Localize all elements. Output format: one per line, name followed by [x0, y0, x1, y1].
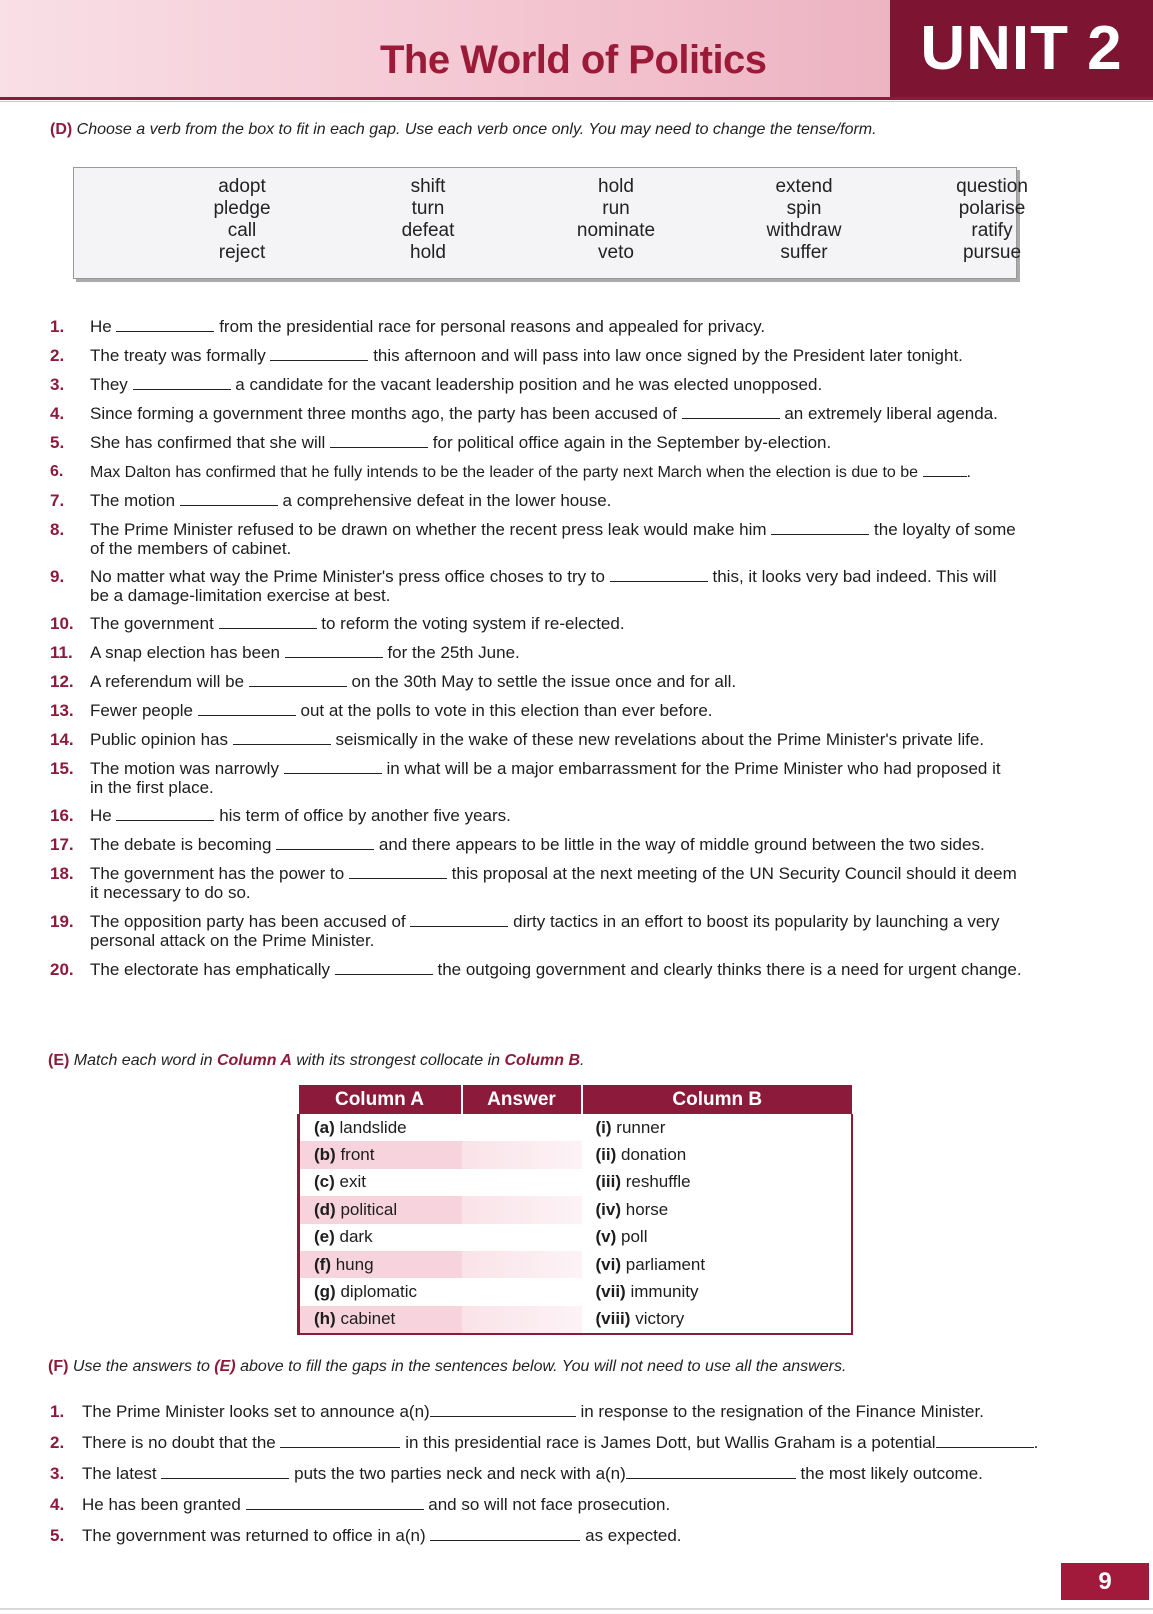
item-word: diplomatic — [340, 1282, 417, 1302]
footer-divider — [0, 1608, 1153, 1610]
item-label: (c) — [314, 1172, 335, 1192]
question-item — [50, 433, 1110, 452]
item-word: dark — [339, 1227, 373, 1247]
item-word: horse — [625, 1199, 669, 1219]
question-text: The motion was narrowly — [90, 759, 279, 778]
question-text: a comprehensive defeat in the lower house. — [282, 491, 612, 510]
column-a-cell — [299, 1141, 462, 1168]
question-text: the most likely outcome. — [800, 1464, 983, 1483]
question-item — [50, 672, 1110, 691]
verb-word: pursue — [962, 242, 1022, 263]
question-item — [50, 701, 1110, 720]
question-number: 3. — [50, 375, 65, 394]
item-label: (vii) — [595, 1282, 626, 1302]
column-b-cell — [582, 1224, 853, 1251]
question-text: The government was returned to office in a(n) — [82, 1526, 426, 1545]
section-f-question — [50, 1402, 1110, 1421]
answer-blank[interactable] — [133, 375, 231, 390]
question-text: There is no doubt that the — [82, 1433, 276, 1452]
item-label: (iii) — [595, 1172, 621, 1192]
column-b-header: Column B — [582, 1085, 853, 1114]
section-f-question — [50, 1433, 1110, 1452]
section-e-letter: (E) — [48, 1052, 70, 1069]
column-a-cell — [299, 1306, 462, 1334]
section-f-question — [50, 1464, 1110, 1483]
question-number: 6. — [50, 463, 64, 480]
table-row — [299, 1224, 853, 1251]
section-e-instruction — [48, 1052, 584, 1070]
question-item — [50, 404, 1110, 423]
answer-blank[interactable] — [936, 1433, 1034, 1448]
question-text: Max Dalton has confirmed that he fully intends to be the leader of the party next March when the election is due to be — [90, 464, 919, 481]
section-f-text: above to fill the gaps in the sentences below. You will not need to use all the answers. — [240, 1358, 847, 1375]
question-item — [50, 462, 1110, 482]
section-e-text: . — [580, 1052, 585, 1069]
section-e-text: Match each word in — [73, 1052, 213, 1069]
column-a-cell — [299, 1251, 462, 1278]
question-text: a candidate for the vacant leadership position and he was elected unopposed. — [235, 375, 823, 394]
question-text: No matter what way the Prime Minister's press office choses to try to — [90, 567, 606, 586]
answer-cell[interactable] — [462, 1278, 582, 1305]
question-text: seismically in the wake of these new revelations about the Prime Minister's private life. — [335, 730, 985, 749]
answer-cell[interactable] — [462, 1169, 582, 1196]
answer-blank[interactable] — [430, 1526, 580, 1541]
question-text: the loyalty of some — [874, 520, 1016, 539]
answer-blank[interactable] — [626, 1464, 796, 1479]
column-a-cell — [299, 1196, 462, 1223]
question-text: The opposition party has been accused of — [90, 912, 406, 931]
answer-blank[interactable] — [276, 835, 374, 850]
item-word: runner — [616, 1117, 666, 1137]
section-e-reference: (E) — [214, 1358, 236, 1375]
question-number: 8. — [50, 520, 65, 539]
question-text: . — [966, 464, 971, 481]
verb-column-2 — [338, 176, 518, 264]
question-number: 1. — [50, 317, 65, 336]
table-row — [299, 1196, 853, 1223]
question-number: 1. — [50, 1402, 65, 1421]
question-text: The debate is becoming — [90, 835, 272, 854]
column-a-header: Column A — [299, 1085, 462, 1114]
question-number: 17. — [50, 835, 74, 854]
answer-blank[interactable] — [249, 672, 347, 687]
item-label: (d) — [314, 1199, 336, 1219]
verb-word: shift — [410, 176, 446, 197]
question-number: 11. — [50, 643, 73, 662]
answer-blank[interactable] — [233, 730, 331, 745]
question-text: He — [90, 317, 112, 336]
verb-box — [73, 167, 1028, 279]
question-text: in the first place. — [90, 778, 214, 797]
item-word: donation — [621, 1145, 687, 1165]
verb-column-4 — [714, 176, 894, 264]
answer-blank[interactable] — [610, 567, 708, 582]
question-number: 3. — [50, 1464, 65, 1483]
question-text: an extremely liberal agenda. — [784, 404, 998, 423]
column-a-cell — [299, 1114, 462, 1141]
table-row — [299, 1306, 853, 1334]
question-text: on the 30th May to settle the issue once and for all. — [351, 672, 737, 691]
section-d-text: Choose a verb from the box to fit in each gap. Use each verb once only. You may need to change the tense/form. — [76, 121, 877, 138]
page-number: 9 — [1061, 1563, 1149, 1600]
question-number: 2. — [50, 346, 65, 365]
question-text: his term of office by another five years. — [219, 806, 511, 825]
question-text: Since forming a government three months ago, the party has been accused of — [90, 404, 677, 423]
item-word: immunity — [630, 1282, 699, 1302]
table-row — [299, 1141, 853, 1168]
answer-header: Answer — [462, 1085, 582, 1114]
answer-blank[interactable] — [219, 614, 317, 629]
verb-word: polarise — [958, 198, 1026, 219]
answer-blank[interactable] — [116, 317, 214, 332]
question-item — [50, 614, 1110, 633]
question-number: 16. — [50, 806, 74, 825]
verb-word: hold — [410, 242, 446, 263]
table-row — [299, 1251, 853, 1278]
question-number: 13. — [50, 701, 74, 720]
answer-cell[interactable] — [462, 1306, 582, 1334]
verb-word: adopt — [218, 176, 266, 197]
question-number: 14. — [50, 730, 74, 749]
question-item — [50, 317, 1110, 336]
question-text: and so will not face prosecution. — [428, 1495, 671, 1514]
question-text: Fewer people — [90, 701, 194, 720]
table-row — [299, 1278, 853, 1305]
question-number: 20. — [50, 960, 74, 979]
item-label: (v) — [595, 1227, 617, 1247]
header-divider — [0, 101, 1153, 102]
question-text: The treaty was formally — [90, 346, 266, 365]
answer-blank[interactable] — [180, 491, 278, 506]
question-item — [50, 730, 1110, 749]
verb-word: turn — [411, 198, 445, 219]
question-number: 18. — [50, 864, 74, 883]
item-label: (viii) — [595, 1309, 631, 1329]
verb-word: veto — [598, 242, 634, 263]
item-word: victory — [635, 1309, 685, 1329]
answer-blank[interactable] — [161, 1464, 289, 1479]
question-item — [50, 806, 1110, 825]
question-item — [50, 346, 1110, 365]
question-text: He has been granted — [82, 1495, 241, 1514]
question-number: 10. — [50, 614, 74, 633]
column-b-reference: Column B — [504, 1052, 581, 1069]
answer-blank[interactable] — [430, 1402, 576, 1417]
question-text: be a damage-limitation exercise at best. — [90, 586, 391, 605]
item-word: reshuffle — [625, 1172, 691, 1192]
answer-blank[interactable] — [410, 912, 508, 927]
answer-cell[interactable] — [462, 1196, 582, 1223]
page-header — [0, 0, 1153, 100]
item-label: (iv) — [595, 1199, 621, 1219]
verb-word: reject — [218, 242, 266, 263]
question-text: She has confirmed that she will — [90, 433, 326, 452]
question-number: 19. — [50, 912, 74, 931]
question-item — [50, 835, 1110, 854]
question-text: dirty tactics in an effort to boost its popularity by launching a very — [513, 912, 1000, 931]
column-a-reference: Column A — [216, 1052, 292, 1069]
table-header-row — [299, 1085, 853, 1114]
question-text: this afternoon and will pass into law once signed by the President later tonight. — [373, 346, 963, 365]
answer-cell[interactable] — [462, 1251, 582, 1278]
page-title: The World of Politics — [380, 38, 767, 82]
verb-word: defeat — [401, 220, 455, 241]
column-a-cell — [299, 1224, 462, 1251]
section-f-letter: (F) — [48, 1358, 69, 1375]
column-a-cell — [299, 1278, 462, 1305]
item-label: (e) — [314, 1227, 335, 1247]
question-number: 4. — [50, 1495, 65, 1514]
question-text: The Prime Minister refused to be drawn on whether the recent press leak would make him — [90, 520, 767, 539]
question-text: The motion — [90, 491, 176, 510]
item-label: (ii) — [595, 1145, 617, 1165]
item-label: (i) — [595, 1117, 612, 1137]
verb-word: hold — [598, 176, 634, 197]
answer-blank[interactable] — [116, 806, 214, 821]
question-number: 15. — [50, 759, 74, 778]
question-text: Public opinion has — [90, 730, 228, 749]
verb-word: nominate — [576, 220, 656, 241]
answer-blank[interactable] — [284, 759, 382, 774]
answer-blank[interactable] — [771, 520, 869, 535]
item-word: landslide — [339, 1117, 407, 1137]
section-f-text: Use the answers to — [72, 1358, 210, 1375]
verb-word: spin — [786, 198, 822, 219]
question-text: in response to the resignation of the Finance Minister. — [580, 1402, 984, 1421]
section-f-question — [50, 1495, 1110, 1514]
item-label: (a) — [314, 1117, 335, 1137]
unit-label: UNIT 2 — [890, 0, 1153, 97]
answer-blank[interactable] — [682, 404, 780, 419]
question-item — [50, 864, 1110, 902]
answer-blank[interactable] — [330, 433, 428, 448]
section-f-instruction — [48, 1358, 846, 1376]
column-b-cell — [582, 1278, 853, 1305]
verb-word: pledge — [213, 198, 271, 219]
item-word: exit — [339, 1172, 366, 1192]
question-text: puts the two parties neck and neck with a(n) — [294, 1464, 626, 1483]
question-text: A snap election has been — [90, 643, 280, 662]
question-number: 5. — [50, 1526, 65, 1545]
answer-cell[interactable] — [462, 1141, 582, 1168]
item-label: (b) — [314, 1145, 336, 1165]
answer-blank[interactable] — [198, 701, 296, 716]
column-b-cell — [582, 1169, 853, 1196]
question-text: personal attack on the Prime Minister. — [90, 931, 375, 950]
column-b-cell — [582, 1114, 853, 1141]
question-item — [50, 643, 1110, 662]
verb-column-3 — [526, 176, 706, 264]
table-row — [299, 1114, 853, 1141]
question-text: it necessary to do so. — [90, 883, 251, 902]
item-label: (vi) — [595, 1254, 621, 1274]
question-text: this, it looks very bad indeed. This will — [712, 567, 997, 586]
question-text: in this presidential race is James Dott, but Wallis Graham is a potential — [405, 1433, 936, 1452]
question-text: The latest — [82, 1464, 157, 1483]
question-text: out at the polls to vote in this election than ever before. — [300, 701, 713, 720]
verb-word: call — [227, 220, 257, 241]
section-e-text: with its strongest collocate in — [296, 1052, 501, 1069]
answer-blank[interactable] — [246, 1495, 424, 1510]
item-word: political — [340, 1199, 398, 1219]
answer-blank[interactable] — [270, 346, 368, 361]
question-item — [50, 759, 1110, 797]
answer-blank[interactable] — [280, 1433, 400, 1448]
answer-blank[interactable] — [923, 462, 967, 477]
question-text: A referendum will be — [90, 672, 245, 691]
item-label: (g) — [314, 1282, 336, 1302]
question-item — [50, 960, 1110, 979]
question-item — [50, 491, 1110, 510]
verb-word: question — [956, 176, 1028, 197]
item-word: parliament — [625, 1254, 706, 1274]
column-a-cell — [299, 1169, 462, 1196]
verb-word: run — [602, 198, 630, 219]
item-label: (f) — [314, 1254, 331, 1274]
verb-column-5 — [902, 176, 1082, 264]
item-word: cabinet — [340, 1309, 396, 1329]
question-text: He — [90, 806, 112, 825]
verb-word: extend — [775, 176, 833, 197]
answer-cell[interactable] — [462, 1114, 582, 1141]
section-d-instruction — [50, 121, 877, 139]
question-number: 7. — [50, 491, 65, 510]
item-label: (h) — [314, 1309, 336, 1329]
question-text: The Prime Minister looks set to announce a(n) — [82, 1402, 430, 1421]
column-b-cell — [582, 1251, 853, 1278]
question-number: 5. — [50, 433, 65, 452]
column-b-cell — [582, 1196, 853, 1223]
question-text: for political office again in the September by-election. — [432, 433, 832, 452]
question-number: 4. — [50, 404, 65, 423]
verb-word: ratify — [971, 220, 1013, 241]
question-text: to reform the voting system if re-elected. — [321, 614, 625, 633]
column-b-cell — [582, 1306, 853, 1334]
question-text: and there appears to be little in the way of middle ground between the two sides. — [378, 835, 985, 854]
question-text: for the 25th June. — [387, 643, 520, 662]
section-d-letter: (D) — [50, 121, 73, 138]
verb-word: suffer — [780, 242, 828, 263]
question-text: the outgoing government and clearly thinks there is a need for urgent change. — [437, 960, 1022, 979]
answer-blank[interactable] — [285, 643, 383, 658]
question-text: in what will be a major embarrassment for the Prime Minister who had proposed it — [386, 759, 1001, 778]
question-text: from the presidential race for personal reasons and appealed for privacy. — [219, 317, 766, 336]
section-f-question — [50, 1526, 1110, 1545]
item-word: poll — [621, 1227, 648, 1247]
answer-cell[interactable] — [462, 1224, 582, 1251]
verb-column-1 — [152, 176, 332, 264]
question-number: 9. — [50, 567, 65, 586]
item-word: front — [340, 1145, 375, 1165]
question-text: The government — [90, 614, 214, 633]
question-text: The electorate has emphatically — [90, 960, 331, 979]
column-b-cell — [582, 1141, 853, 1168]
question-text: as expected. — [585, 1526, 682, 1545]
question-text: The government has the power to — [90, 864, 345, 883]
question-item — [50, 375, 1110, 394]
question-number: 12. — [50, 672, 74, 691]
question-text: They — [90, 375, 128, 394]
question-item — [50, 567, 1110, 605]
question-text: of the members of cabinet. — [90, 539, 292, 558]
verb-word: withdraw — [766, 220, 842, 241]
question-text: . — [1033, 1433, 1039, 1452]
answer-blank[interactable] — [349, 864, 447, 879]
question-text: this proposal at the next meeting of the UN Security Council should it deem — [451, 864, 1017, 883]
question-item — [50, 520, 1110, 558]
table-row — [299, 1169, 853, 1196]
question-number: 2. — [50, 1433, 65, 1452]
item-word: hung — [335, 1254, 374, 1274]
question-item — [50, 912, 1110, 950]
answer-blank[interactable] — [335, 960, 433, 975]
matching-table — [297, 1085, 853, 1335]
